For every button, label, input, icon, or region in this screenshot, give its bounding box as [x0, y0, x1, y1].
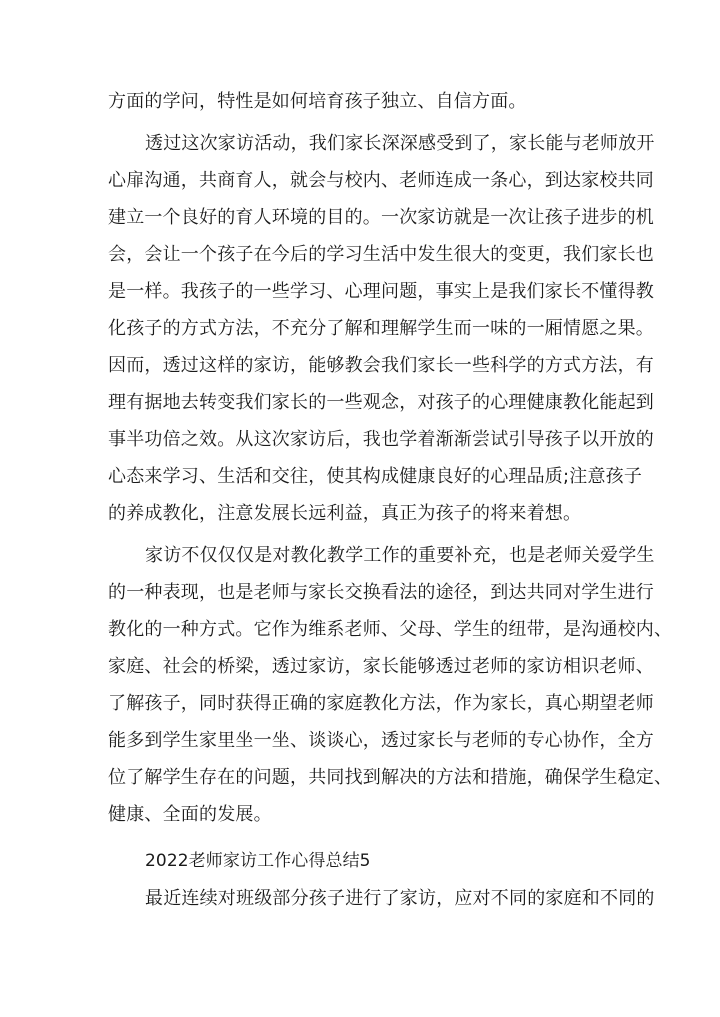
paragraph-line: 建立一个良好的育人环境的目的。一次家访就是一次让孩子进步的机 — [108, 207, 654, 228]
paragraph-line: 透过这次家访活动，我们家长深深感受到了，家长能与老师放开 — [145, 133, 655, 154]
paragraph-line: 方面的学问，特性是如何培育孩子独立、自信方面。 — [108, 91, 527, 112]
paragraph-line: 理有据地去转变我们家长的一些观念，对孩子的心理健康教化能起到 — [108, 392, 654, 413]
paragraph-line: 的养成教化，注意发展长远利益，真正为孩子的将来着想。 — [108, 503, 582, 524]
paragraph-line: 化孩子的方式方法，不充分了解和理解学生而一味的一厢情愿之果。 — [108, 318, 654, 339]
paragraph-line: 最近连续对班级部分孩子进行了家访，应对不同的家庭和不同的 — [145, 888, 655, 909]
section-heading: 2022老师家访工作心得总结5 — [145, 851, 371, 871]
paragraph-line: 了解孩子，同时获得正确的家庭教化方法，作为家长，真心期望老师 — [108, 693, 654, 714]
paragraph-line: 教化的一种方式。它作为维系老师、父母、学生的纽带，是沟通校内、 — [108, 619, 673, 640]
paragraph-line: 家访不仅仅仅是对教化教学工作的重要补充，也是老师关爱学生 — [145, 545, 655, 566]
paragraph-line: 会，会让一个孩子在今后的学习生活中发生很大的变更，我们家长也 — [108, 244, 654, 265]
paragraph-line: 心态来学习、生活和交往，使其构成健康良好的心理品质;注意孩子 — [108, 466, 643, 487]
paragraph-line: 位了解学生存在的问题，共同找到解决的方法和措施，确保学生稳定、 — [108, 767, 673, 788]
paragraph-line: 的一种表现，也是老师与家长交换看法的途径，到达共同对学生进行 — [108, 582, 654, 603]
paragraph-line: 能多到学生家里坐一坐、谈谈心，透过家长与老师的专心协作，全方 — [108, 730, 654, 751]
paragraph-line: 健康、全面的发展。 — [108, 804, 272, 825]
paragraph-line: 心扉沟通，共商育人，就会与校内、老师连成一条心，到达家校共同 — [108, 170, 654, 191]
paragraph-line: 事半功倍之效。从这次家访后，我也学着渐渐尝试引导孩子以开放的 — [108, 429, 654, 450]
paragraph-line: 是一样。我孩子的一些学习、心理问题，事实上是我们家长不懂得教 — [108, 281, 654, 302]
paragraph-line: 因而，透过这样的家访，能够教会我们家长一些科学的方式方法，有 — [108, 355, 654, 376]
paragraph-line: 家庭、社会的桥梁，透过家访，家长能够透过老师的家访相识老师、 — [108, 656, 654, 677]
